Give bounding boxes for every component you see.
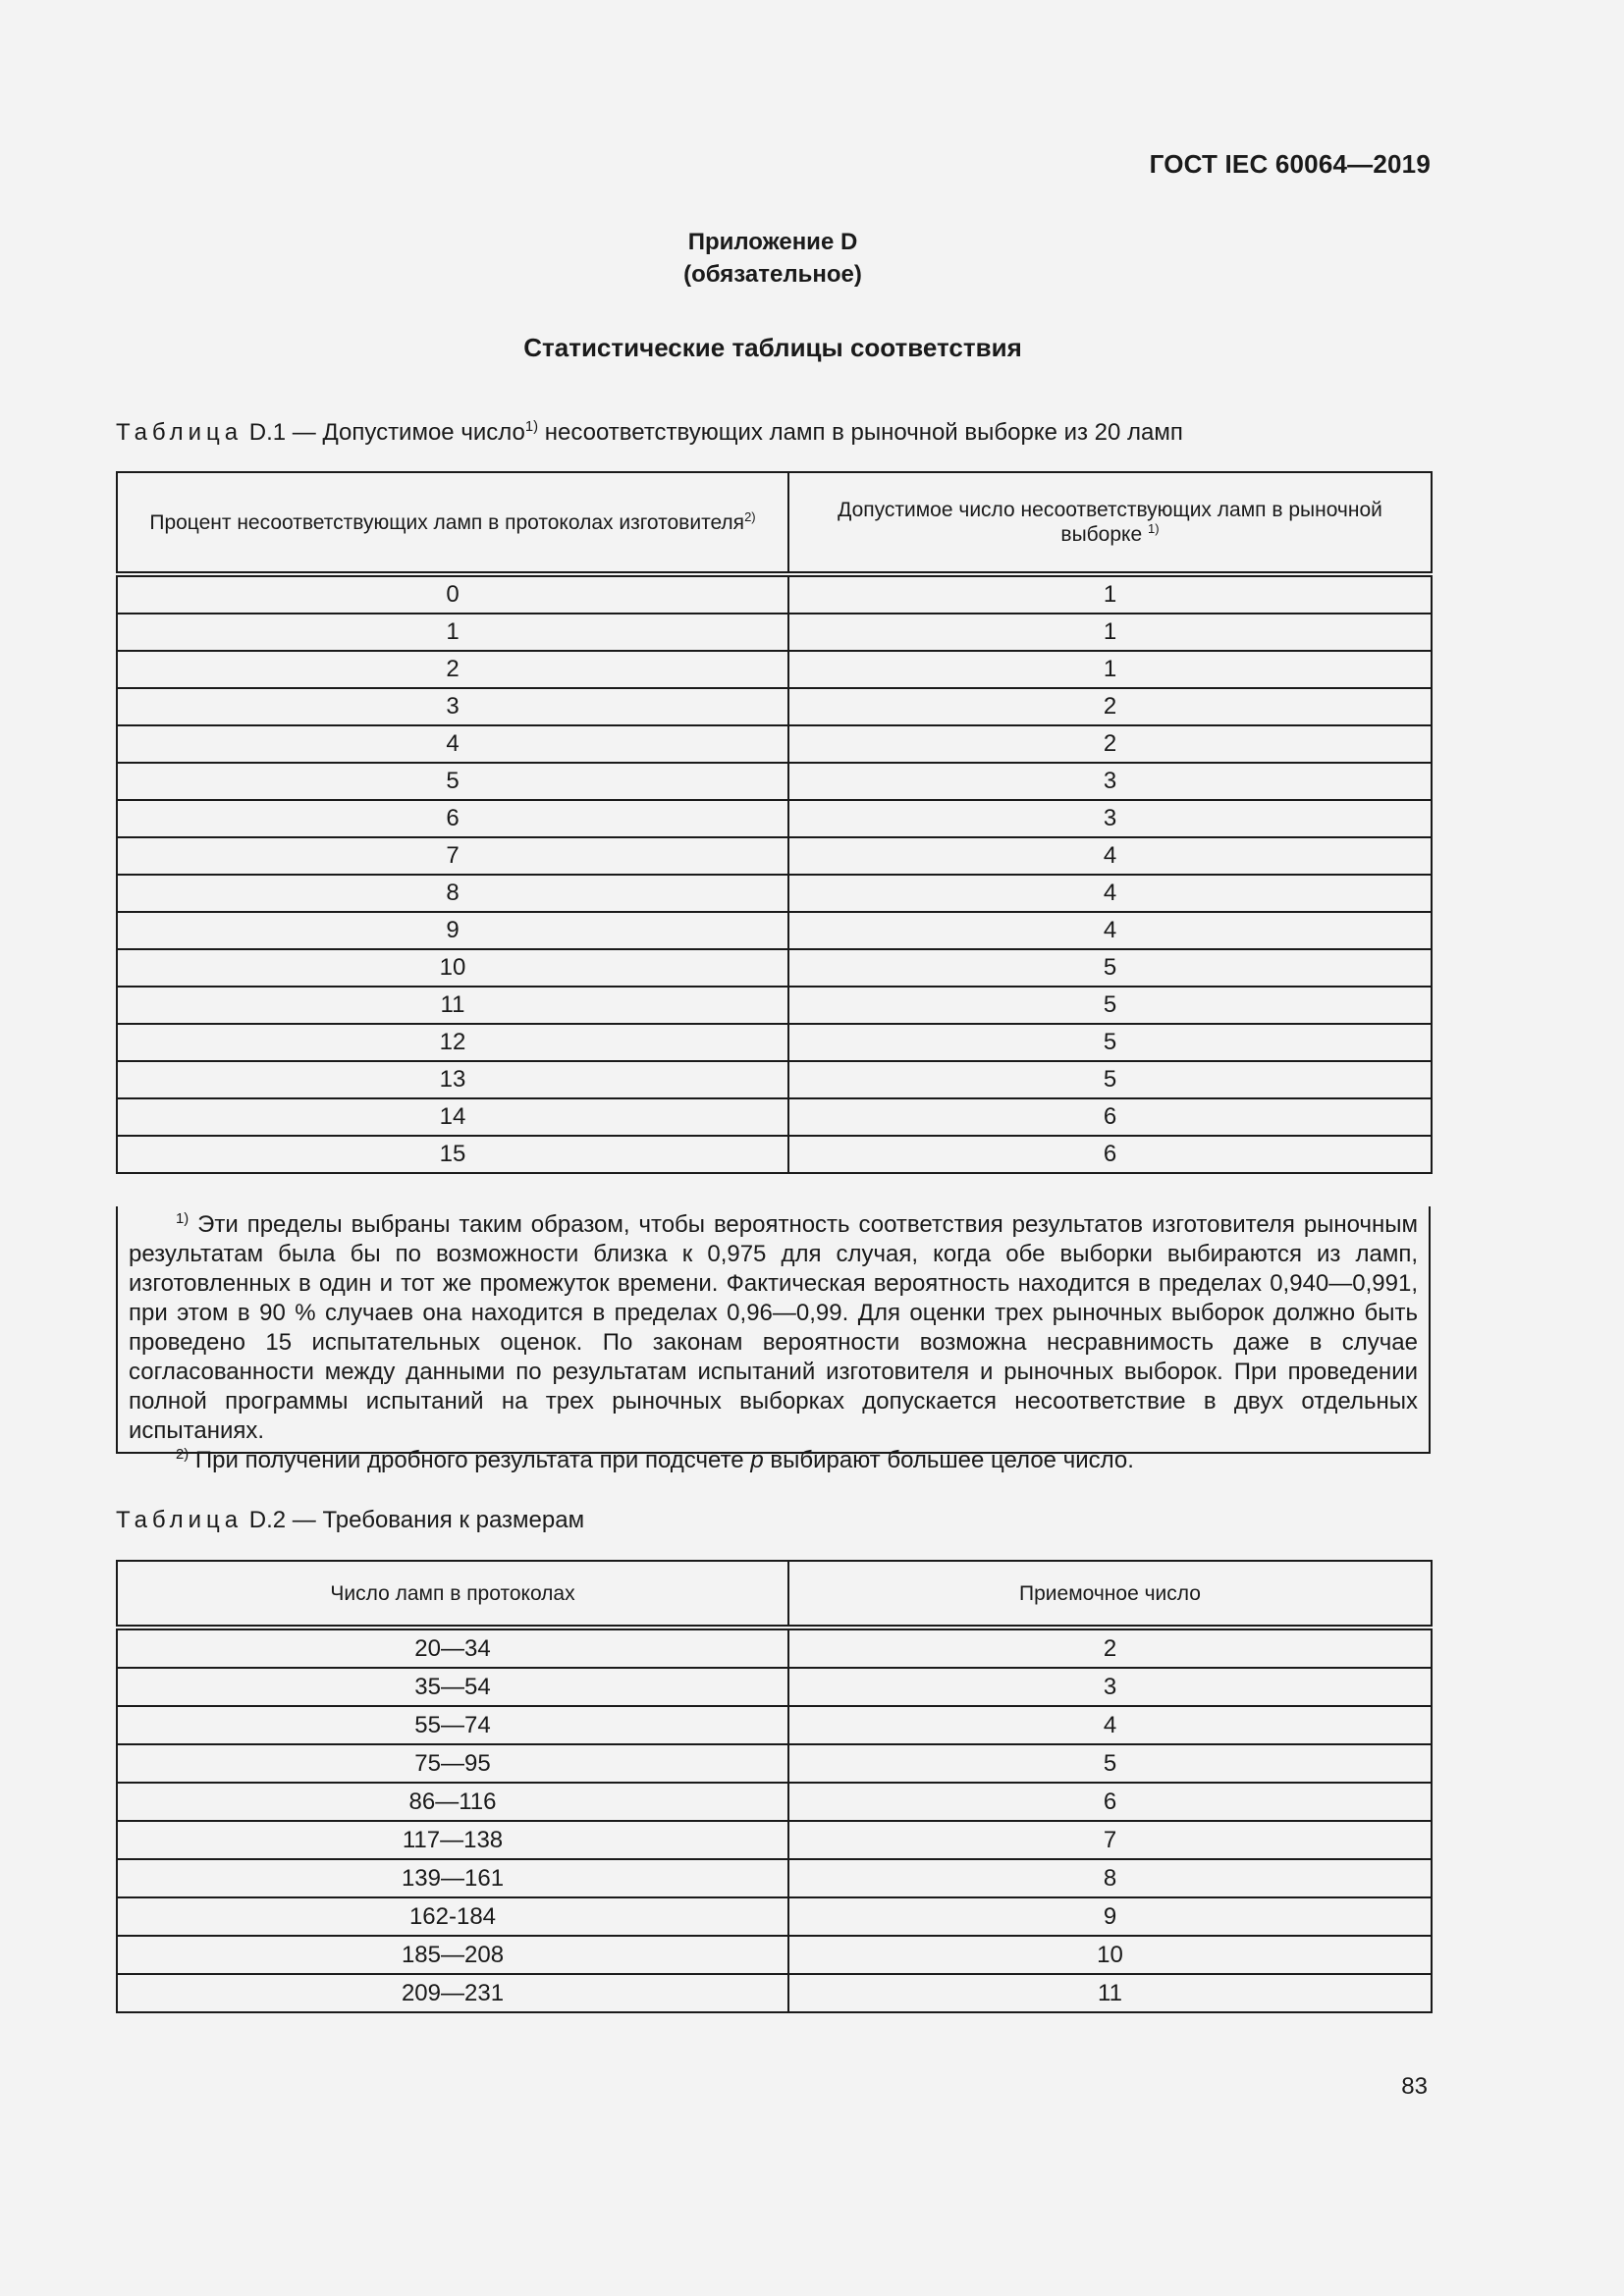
table1-header-row <box>117 472 1432 574</box>
table-cell-col1: 13 <box>117 1061 788 1098</box>
table-cell-col2: 5 <box>788 1744 1432 1783</box>
table-cell-col2: 5 <box>788 1024 1432 1061</box>
table1-caption-sup: 1) <box>524 419 539 435</box>
appendix-subtitle: (обязательное) <box>683 261 862 288</box>
table-cell-col2: 1 <box>788 651 1432 688</box>
table-cell-col1: 5 <box>117 763 788 800</box>
table-row <box>117 1668 1432 1706</box>
table1-col2-header: Допустимое число несоответствующих ламп в рыночной выборке $^{1)}$ <box>788 472 1432 574</box>
table-row <box>117 1744 1432 1783</box>
table1-caption-tail: несоответствующих ламп в рыночной выборке из 20 ламп <box>544 419 1183 446</box>
appendix-title: Приложение D <box>687 229 858 255</box>
table1-caption-rest: D.1 — Допустимое число <box>248 419 525 446</box>
table-cell-col1: 162-184 <box>117 1897 788 1936</box>
table-cell-col2: 3 <box>788 800 1432 837</box>
table-cell-col2: 1 <box>788 614 1432 651</box>
table-row <box>117 1974 1432 2012</box>
table-row <box>117 949 1432 987</box>
table2 <box>116 1560 1433 2013</box>
table-cell-col2: 3 <box>788 1668 1432 1706</box>
table-cell-col2: 4 <box>788 1706 1432 1744</box>
table1-note-2: $^{2)}$ При получении дробного результата при подсчете p выбирают большее целое число. <box>176 1447 1134 1473</box>
table-cell-col2: 2 <box>788 688 1432 725</box>
table-row <box>117 1821 1432 1859</box>
table-row <box>117 1061 1432 1098</box>
table-row <box>117 1936 1432 1974</box>
table-row <box>117 1706 1432 1744</box>
table1-caption <box>116 419 1183 447</box>
table-row <box>117 1783 1432 1821</box>
table-cell-col1: 86—116 <box>117 1783 788 1821</box>
table-row <box>117 763 1432 800</box>
table-row <box>117 651 1432 688</box>
table-cell-col2: 2 <box>788 725 1432 763</box>
table-cell-col1: 2 <box>117 651 788 688</box>
table-cell-col2: 2 <box>788 1628 1432 1668</box>
table-cell-col1: 7 <box>117 837 788 875</box>
table-cell-col1: 20—34 <box>117 1628 788 1668</box>
appendix-heading <box>0 226 1545 291</box>
table-cell-col1: 6 <box>117 800 788 837</box>
table2-caption-rest: D.2 — Требования к размерам <box>248 1507 585 1533</box>
table-cell-col1: 15 <box>117 1136 788 1173</box>
table1-notes <box>116 1206 1431 1473</box>
table-cell-col2: 5 <box>788 987 1432 1024</box>
table-cell-col2: 11 <box>788 1974 1432 2012</box>
table-cell-col1: 11 <box>117 987 788 1024</box>
table-row <box>117 987 1432 1024</box>
table-cell-col2: 3 <box>788 763 1432 800</box>
table-cell-col2: 4 <box>788 875 1432 912</box>
table-row <box>117 800 1432 837</box>
table-row <box>117 725 1432 763</box>
table-row <box>117 1098 1432 1136</box>
table-cell-col2: 9 <box>788 1897 1432 1936</box>
table-cell-col1: 1 <box>117 614 788 651</box>
table-row <box>117 837 1432 875</box>
table-cell-col2: 5 <box>788 1061 1432 1098</box>
table-row <box>117 1859 1432 1897</box>
table-cell-col1: 75—95 <box>117 1744 788 1783</box>
table2-col2-header: Приемочное число <box>788 1561 1432 1628</box>
table-cell-col1: 4 <box>117 725 788 763</box>
table1 <box>116 471 1433 1174</box>
table-row <box>117 875 1432 912</box>
standard-code: ГОСТ IEC 60064—2019 <box>1149 149 1431 179</box>
table-cell-col2: 5 <box>788 949 1432 987</box>
table-cell-col1: 55—74 <box>117 1706 788 1744</box>
page-number: 83 <box>1401 2073 1428 2100</box>
table-cell-col1: 14 <box>117 1098 788 1136</box>
table-row <box>117 614 1432 651</box>
table-cell-col2: 8 <box>788 1859 1432 1897</box>
table-cell-col1: 3 <box>117 688 788 725</box>
table-cell-col1: 185—208 <box>117 1936 788 1974</box>
table-cell-col1: 12 <box>117 1024 788 1061</box>
table1-col1-header: Процент несоответствующих ламп в протоколах изготовителя$^{2)}$ <box>117 472 788 574</box>
table2-caption-word: Таблица <box>116 1507 244 1533</box>
table2-caption <box>116 1507 584 1534</box>
table-row <box>117 1024 1432 1061</box>
table-cell-col2: 6 <box>788 1783 1432 1821</box>
table-row <box>117 688 1432 725</box>
table-row <box>117 912 1432 949</box>
table1-caption-word: Таблица <box>116 419 244 446</box>
table-cell-col2: 7 <box>788 1821 1432 1859</box>
table-cell-col1: 0 <box>117 574 788 614</box>
table-cell-col2: 4 <box>788 837 1432 875</box>
table-cell-col1: 10 <box>117 949 788 987</box>
table-row <box>117 1897 1432 1936</box>
table2-col1-header: Число ламп в протоколах <box>117 1561 788 1628</box>
table-cell-col1: 117—138 <box>117 1821 788 1859</box>
table-row <box>117 1136 1432 1173</box>
table-cell-col1: 8 <box>117 875 788 912</box>
table-cell-col2: 6 <box>788 1136 1432 1173</box>
table-row <box>117 574 1432 614</box>
table-cell-col2: 10 <box>788 1936 1432 1974</box>
table-row <box>117 1628 1432 1668</box>
table-cell-col2: 1 <box>788 574 1432 614</box>
table2-header-row <box>117 1561 1432 1628</box>
section-title: Статистические таблицы соответствия <box>523 333 1022 362</box>
table-cell-col2: 6 <box>788 1098 1432 1136</box>
table-cell-col1: 209—231 <box>117 1974 788 2012</box>
table-cell-col2: 4 <box>788 912 1432 949</box>
table1-note-1: $^{1)}$ Эти пределы выбраны таким образом, чтобы вероятность соответствия результатов изготовителя рыночным результатам была бы по возможности близка к 0,975 для случая, когда обе выборки выбираются из ламп, изготовленных в один и тот же промежуток времени. Фактическая вероятность находится в пределах 0,940—0,991, при этом в 90 % случаев она находится в пределах 0,96—0,99. Для оценки трех рыночных выборок должно быть проведено 15 испытательных оценок. По законам вероятности возможна несравнимость даже в случае согласованности между данными по результатам испытаний изготовителя и рыночных выборок. При проведении полной программы испытаний на трех рыночных выборках допускается несоответствие в двух отдельных испытаниях. <box>129 1211 1418 1444</box>
table-cell-col1: 35—54 <box>117 1668 788 1706</box>
table-cell-col1: 139—161 <box>117 1859 788 1897</box>
table-cell-col1: 9 <box>117 912 788 949</box>
